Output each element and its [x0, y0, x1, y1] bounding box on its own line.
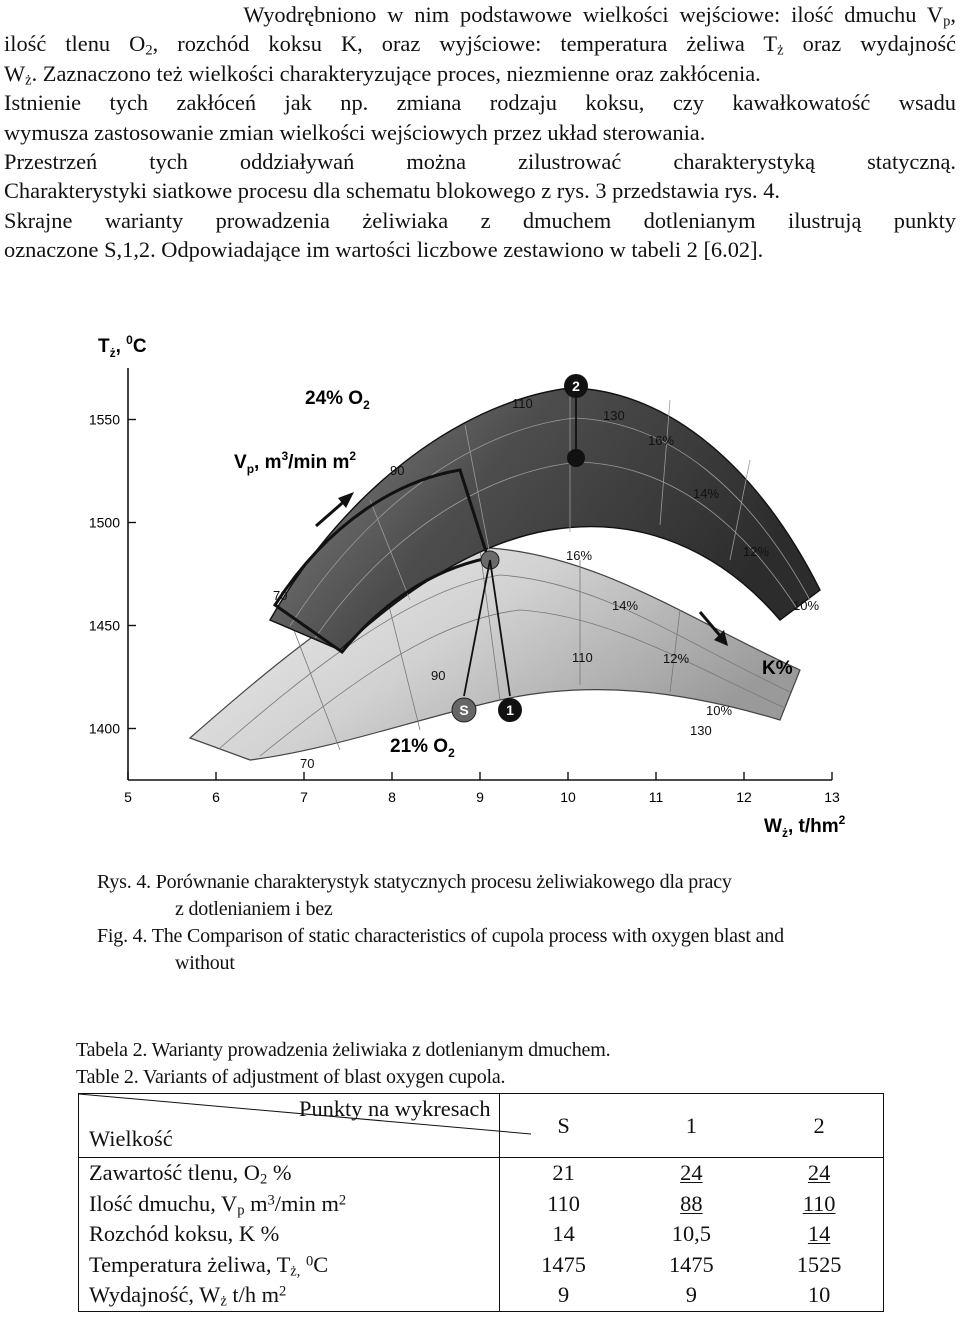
table-caption-en: Table 2. Variants of adjustment of blast oxygen cupola. [76, 1066, 506, 1088]
cell-s-output: 9 [499, 1280, 627, 1311]
k-label-10-upper: 10% [793, 598, 820, 613]
table-row [79, 1280, 884, 1311]
cell-1-coke: 10,5 [671, 1221, 711, 1247]
y-axis-label: $T_ż$, $^0$C [98, 333, 147, 360]
x-tick-label: 13 [824, 789, 840, 805]
point-1-label: 1 [506, 702, 514, 718]
row-label-oxygen: Zawartość tlenu, $O_2$ % [89, 1160, 292, 1188]
row-label-temperature: Temperatura żeliwa, $T_{ż,}$ $^0$C [89, 1251, 329, 1280]
table-row [79, 1158, 884, 1189]
table-row [79, 1250, 884, 1281]
vp-label-130-lower: 130 [690, 723, 712, 738]
cell-s-oxygen: 21 [499, 1158, 627, 1189]
table-row [79, 1219, 884, 1250]
k-label-14-lower: 14% [612, 598, 639, 613]
x-tick-label: 8 [388, 789, 396, 805]
k-label-16-upper: 16% [648, 433, 675, 448]
point-2-dot [567, 449, 585, 467]
o2-24-label: 24% $O_2$ [305, 388, 370, 412]
x-tick-label: 6 [212, 789, 220, 805]
vp-label-70-bottom: 70 [300, 756, 315, 771]
y-tick-label: 1500 [88, 514, 120, 531]
cell-1-output: 9 [685, 1282, 697, 1308]
paragraph-line: Charakterystyki siatkowe procesu dla schematu blokowego z rys. 3 przedstawia rys. 4. [4, 178, 780, 204]
cell-1-blast: 88 [680, 1190, 703, 1216]
k-label-16-lower: 16% [566, 548, 593, 563]
paragraph-line: Wyodrębniono w nim podstawowe wielkości wejściowe: ilość dmuchu $V_p$, [243, 2, 956, 30]
body-paragraph [4, 0, 956, 265]
paragraph-line: $W_ż$. Zaznaczono też wielkości charakteryzujące proces, niezmienne oraz zakłócenia. [4, 60, 761, 89]
x-tick-group [124, 772, 840, 805]
static-characteristics-figure [80, 320, 880, 840]
header-col-s: S [499, 1094, 627, 1158]
k-label-14-upper: 14% [693, 486, 720, 501]
table-header-row [79, 1094, 884, 1158]
point-2-label: 2 [572, 378, 580, 394]
cell-2-blast: 110 [802, 1190, 836, 1216]
caption-en-line1: Fig. 4. The Comparison of static characteristics of cupola process with oxygen blast and [97, 925, 784, 947]
vp-label-90-lower: 90 [431, 668, 446, 683]
vp-label-130: 130 [603, 408, 625, 423]
x-tick-label: 10 [560, 789, 576, 805]
caption-en-line2: without [175, 952, 235, 974]
header-points-label: Punkty na wykresach [299, 1096, 491, 1121]
cell-2-oxygen: 24 [807, 1160, 831, 1186]
k-axis-label: K% [762, 658, 793, 679]
cell-1-oxygen: 24 [680, 1160, 703, 1186]
x-tick-label: 12 [736, 789, 752, 805]
k-label-12-lower: 12% [663, 651, 690, 666]
cell-2-temperature: 1525 [796, 1251, 842, 1277]
y-tick-label: 1550 [88, 411, 120, 428]
cell-s-temperature: 1475 [499, 1250, 627, 1281]
x-tick-label: 7 [300, 789, 308, 805]
k-label-10-lower: 10% [706, 703, 733, 718]
x-axis-label: $W_ż$, $t/hm^2$ [764, 813, 846, 840]
cell-2-coke: 14 [807, 1221, 831, 1247]
paragraph-line: Istnienie tych zakłóceń jak np. zmiana rodzaju koksu, czy kawałkowatość wsadu [4, 90, 956, 116]
figure-caption [97, 869, 784, 977]
row-label-output: Wydajność, $W_ż$ t/h $m^2$ [89, 1282, 287, 1310]
x-tick-label: 5 [124, 789, 132, 805]
x-tick-label: 11 [648, 789, 664, 805]
row-label-coke: Rozchód koksu, K % [89, 1221, 280, 1247]
table-row [79, 1189, 884, 1220]
cell-s-blast: 110 [499, 1189, 627, 1220]
variants-table [78, 1093, 884, 1312]
caption-pl-line1: Rys. 4. Porównanie charakterystyk statycznych procesu żeliwiakowego dla pracy [97, 871, 732, 893]
y-tick-group [89, 412, 136, 737]
vp-label-90: 90 [390, 463, 405, 478]
o2-21-label: 21% $O_2$ [390, 736, 455, 760]
x-tick-label: 9 [476, 789, 484, 805]
vp-label-70-lower: 70 [273, 588, 288, 603]
row-label-blast: Ilość dmuchu, $V_p$ $m^3/\min$ $m^2$ [89, 1190, 347, 1219]
table-caption [76, 1037, 610, 1091]
table-caption-pl: Tabela 2. Warianty prowadzenia żeliwiaka z dotlenianym dmuchem. [76, 1039, 611, 1061]
vp-label-110: 110 [512, 396, 533, 411]
point-s-label: S [459, 702, 469, 718]
vp-label-110-lower: 110 [572, 650, 593, 665]
k-label-12-upper: 12% [743, 544, 770, 559]
cell-s-coke: 14 [499, 1219, 627, 1250]
cell-1-temperature: 1475 [668, 1251, 714, 1277]
caption-pl-line2: z dotlenianiem i bez [175, 898, 333, 920]
paragraph-line: ilość tlenu $O_2$, rozchód koksu K, oraz wyjściowe: temperatura żeliwa $T_ż$ oraz wydajność [4, 31, 956, 60]
paragraph-line: wymusza zastosowanie zmian wielkości wejściowych przez układ sterowania. [4, 119, 706, 145]
cell-2-output: 10 [807, 1282, 831, 1308]
header-diagonal-cell [79, 1094, 500, 1158]
paragraph-line: Skrajne warianty prowadzenia żeliwiaka z dmuchem dotlenianym ilustrują punkty [4, 207, 956, 233]
header-col-1: 1 [685, 1112, 697, 1138]
paragraph-line: Przestrzeń tych oddziaływań można zilustrować charakterystyką statyczną. [4, 148, 956, 174]
paragraph-line: oznaczone S,1,2. Odpowiadające im wartości liczbowe zestawiono w tabeli 2 [6.02]. [4, 237, 764, 263]
vp-axis-label: $V_p$, $m^3/\min$ $m^2$ [234, 449, 357, 476]
header-quantity-label: Wielkość [89, 1126, 173, 1151]
y-tick-label: 1400 [88, 720, 120, 737]
header-col-2: 2 [813, 1112, 825, 1138]
y-tick-label: 1450 [88, 617, 120, 634]
